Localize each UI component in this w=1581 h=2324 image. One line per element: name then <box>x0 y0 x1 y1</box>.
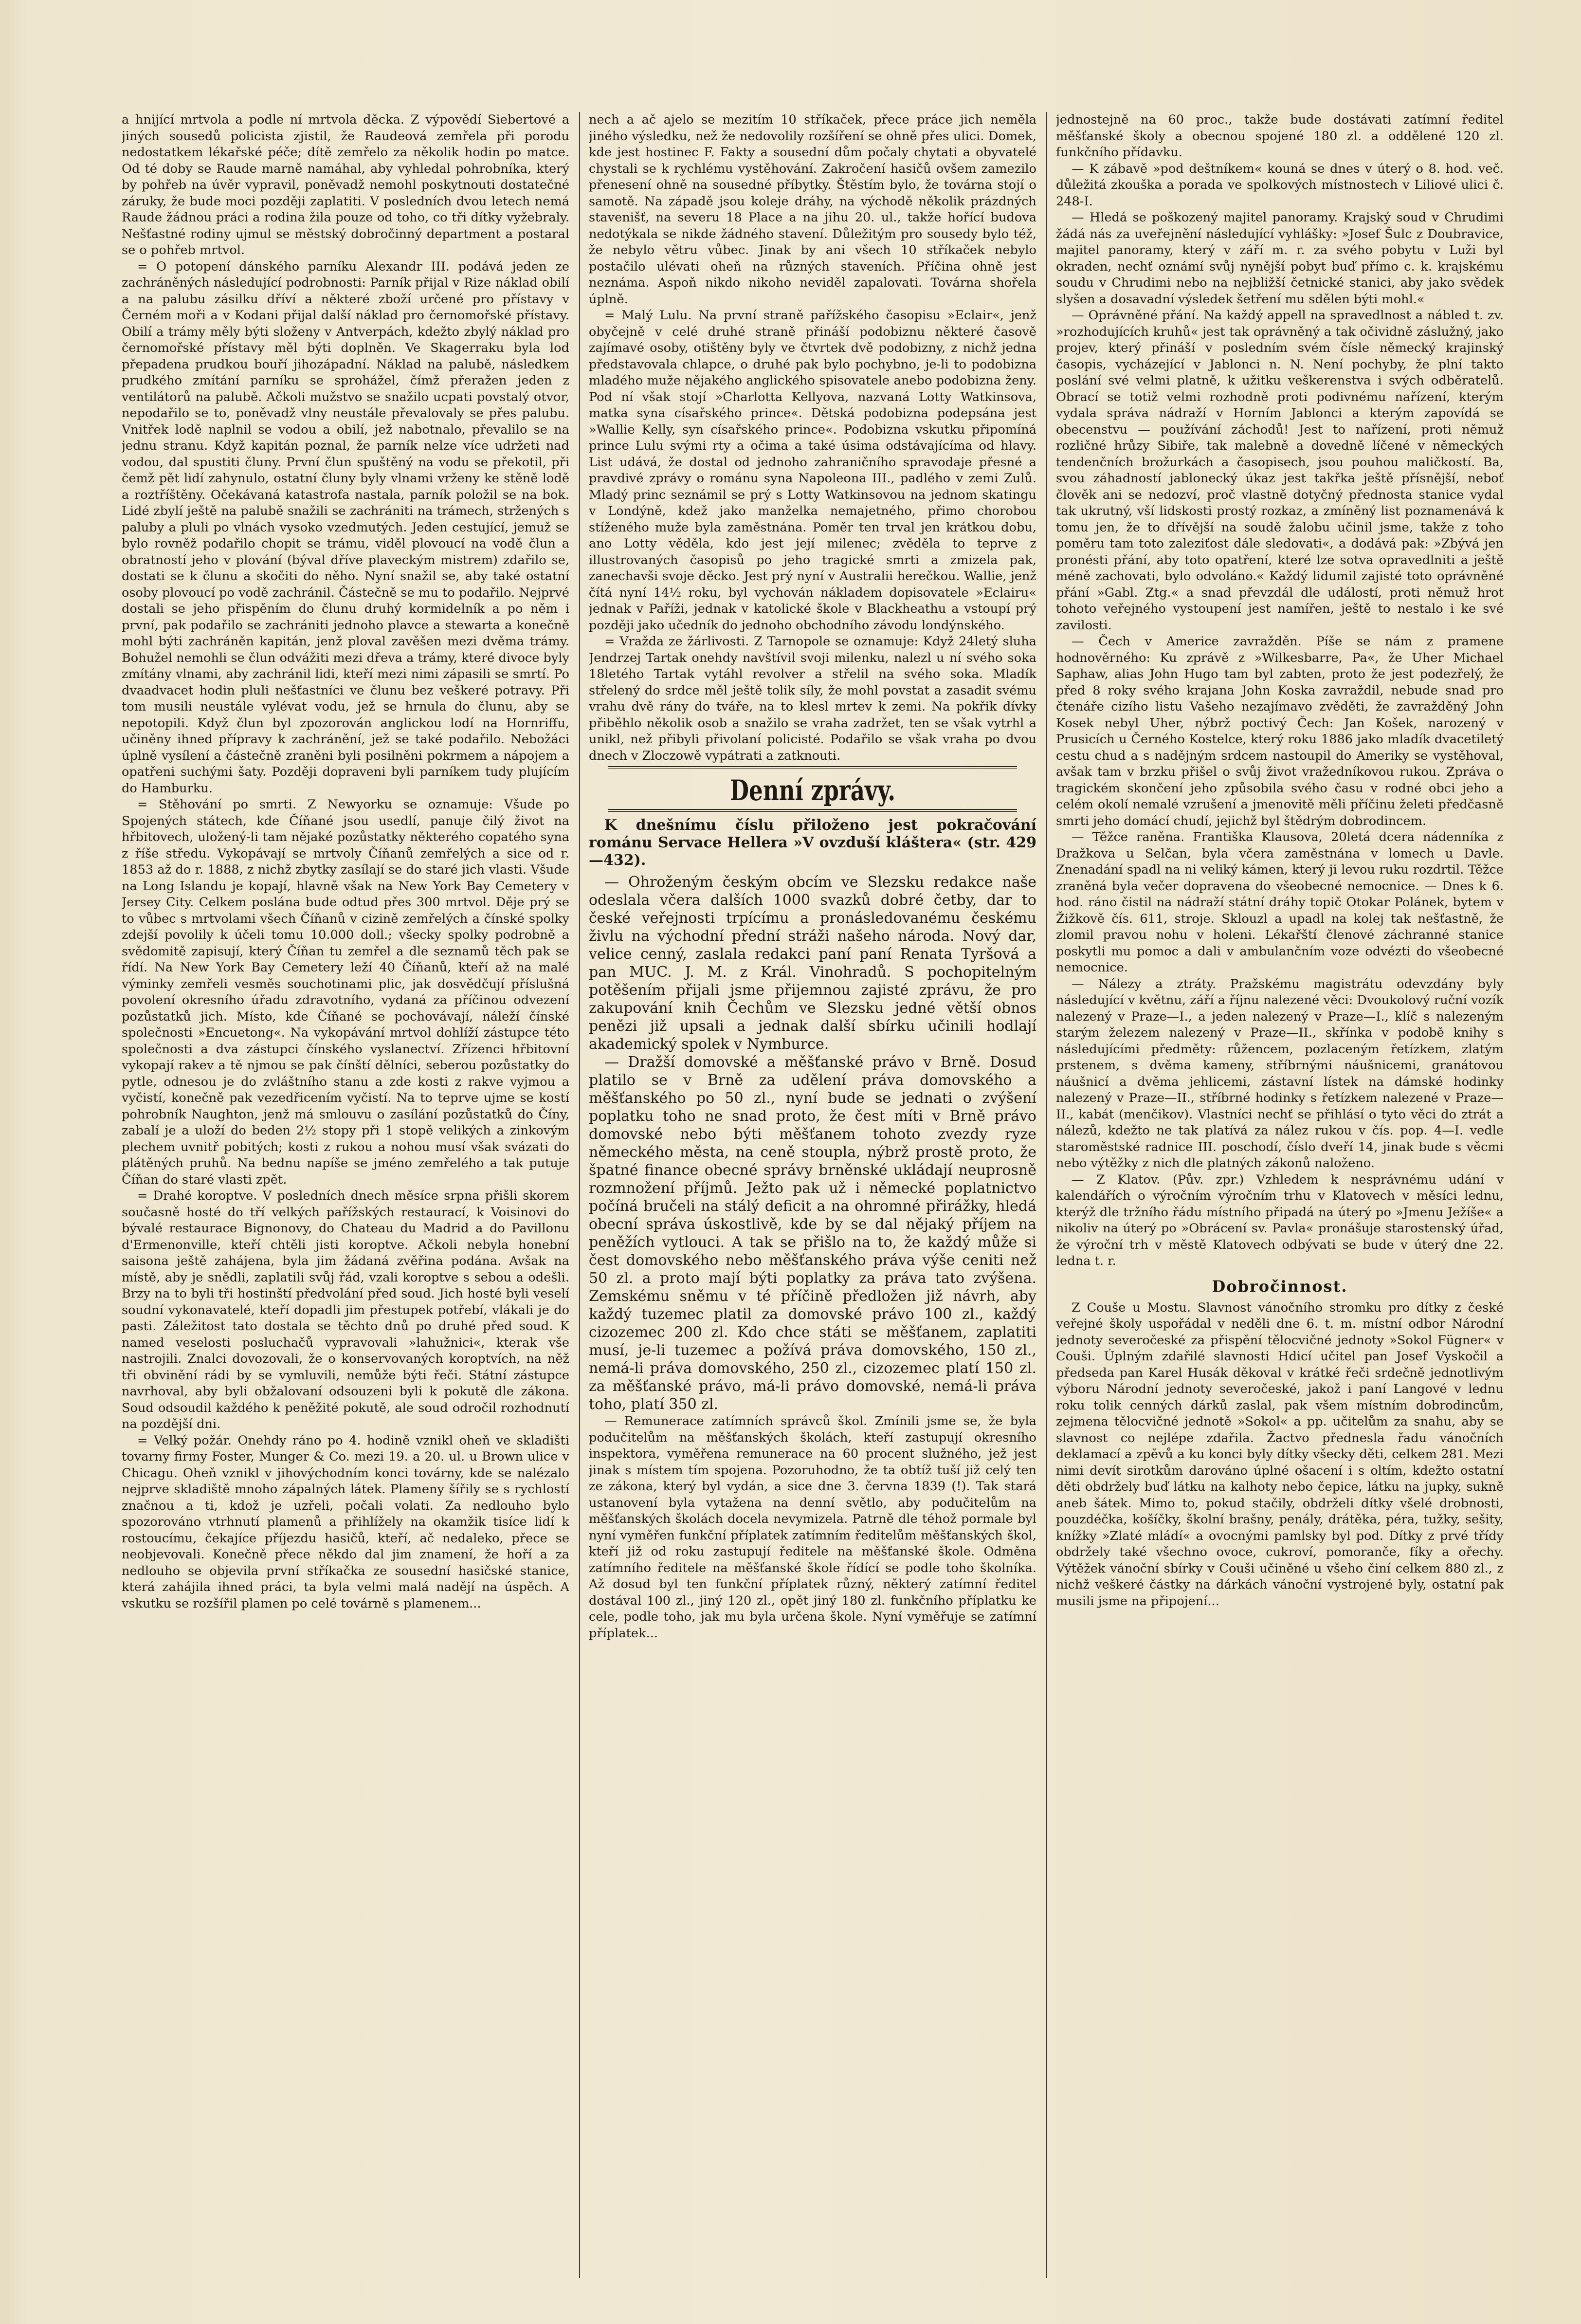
article-alexandr-iii: = O potopení dánského parníku Alexandr III. podává jeden ze zachráněných následující podrobnosti: Parník přijal v Rize náklad obilí a na palubu zásilku dříví a některé zboží určené pro přístavy v Černém moři a v Kodani přijal další náklad pro černomořské přístavy. Obilí a trámy měly býti složeny v Antverpách, kdežto zbylý náklad pro černomořské přístavy měl býti doplněn. Ve Skagerraku byla loď přepadena prudkou bouří jihozápadní. Náklad na palubě, následkem prudkého zmítání parníku se sprohážel, čímž přeražen jeden z ventilátorů na palubě. Ačkoli mužstvo se snažilo ucpati povstalý otvor, nepodařilo se to, poněvadž vlny neustále převalovaly se přes palubu. Vnitřek lodě naplnil se vodou a obilí, jež nabotnalo, převalilo se na jednu stranu. Když kapitán poznal, že parník nelze více udržeti nad vodou, dal spustiti čluny. První člun spuštěný na vodu se překotil, při čemž pět lidí zahynulo, ostatní čluny byly vlnami vrženy ke stěně lodě a roztříštěny. Očekávaná katastrofa nastala, parník položil se na bok. Lidé zbylí ještě na palubě snažili se zachrániti na trámech, stržených s paluby a pluli po vlnách vysoko vzedmutých. Jeden cestující, jemuž se bylo rovněž podařilo chopit se trámu, viděl plovoucí na vodě člun a obratností jeho v plování (býval dříve plaveckým mistrem) zdařilo se, dostati se k člunu a skočiti do něho. Nyní snažil se, aby také ostatní osoby plovoucí po vodě zachránil. Částečně se mu to podařilo. Nejprvé dostali se jeho přispěním do člunu druhý kormidelník a po něm i první, pak podařilo se zachrániti jednoho plavce a stewarta a konečně mohl býti zachráněn kapitán, jenž ploval zavěšen mezi dvěma trámy. Bohužel nemohli se člun odvážiti mezi dřeva a trámy, které divoce byly zmítány vlnami, aby zachránil lidi, kteří mezi nimi zápasili se smrtí. Po dvaadvacet hodin pluli nešťastníci ve člunu bez veškeré potravy. Při tom musili neustále vylévat vodu, jež se hrnula do člunu, aby se nepotopili. Když člun byl zpozorován anglickou lodí na Hornriffu, učiněny ihned přípravy k zachránění, jež se také podařilo. Nebožáci úplně vysílení a částečně zraněni byli posilněni pokrmem a nápojem a opatřeni suchými šaty. Později dopraveni byli parníkem tudy plujícím do Hamburku. <box>122 259 569 796</box>
supplement-notice: K dnešnímu číslu přiloženo jest pokračování románu Servace Hellera »V ovzduší kláštera« (str. 429—432). <box>589 817 1036 869</box>
column-2 <box>589 112 1036 2278</box>
section-title-denni-zpravy: Denní zprávy. <box>729 774 896 807</box>
columns <box>122 112 1523 2278</box>
article-domovske-pravo-brno: — Dražší domovské a měšťanské právo v Brně. Dosud platilo se v Brně za udělení práva domovského a měšťanského po 50 zl., nyní bude se jednati o zvýšení poplatku toho ne snad proto, že čest míti v Brně právo domovské nebo býti měšťanem tohoto zvezdy ryze německého města, na ceně stoupla, nýbrž prostě proto, že špatné finance obecné správy brněnské ukládají neuprosně rozmnožení příjmů. Ježto pak už i německé poplatnictvo počíná bručeli na stálý deficit a na ohromné přirážky, hledá obecní správa úskostlivě, kde by se dal nějaký příjem na peněžích vytlouci. A tak se přišlo na to, že každý může si čest domovského nebo měšťanského práva výše ceniti než 50 zl. a proto mají býti poplatky za práva tato zvýšena. Zemskému sněmu v té příčině předložen již návrh, aby každý tuzemec platil za domovské právo 100 zl., každý cizozemec 200 zl. Kdo chce státi se měšťanem, zaplatiti musí, je-li tuzemec a požívá práva domovského, 150 zl., nemá-li práva domovského, 250 zl., cizozemec platí 150 zl. za měšťanské právo, má-li právo domovské, nemá-li práva toho, platí 350 zl. <box>589 1054 1036 1413</box>
article-velky-pozar: = Velký požár. Onehdy ráno po 4. hodině vznikl oheň ve skladišti tovarny firmy Foster, Munger & Co. mezi 19. a 20. ul. u Brown ulice v Chicagu. Oheň vznikl v jihovýchodním konci továrny, kde se nalézalo nejprve skladiště mnoho zápalných látek. Plameny šířily se s rychlostí značnou a ti, kdož je uzřeli, počali volati. Za nedlouho bylo spozorováno vtrhnutí plamenů a přihlížely na okamžik tisíce lidí k rostoucímu, čekajíce příjezdu hasičů, kteří, ač nedaleko, přece se neobjevovali. Konečně přece někdo dal jim znamení, že hoří a za nedlouho se objevila první stříkačka ze sousední hasičské stanice, která zahájila ihned práci, ta byla velmi malá nadějí na úspěch. A vskutku se rozšířil plamen po celé továrně s plamenem... <box>122 1433 569 1611</box>
article-tezce-ranena: — Těžce raněna. Františka Klausova, 20letá dcera nádenníka z Dražkova u Selčan, byla včera zaměstnána v lomech u Davle. Znenadání spadl na ni veliký kámen, který ji levou ruku rozdrtil. Těžce zraněná byla večer dopravena do všeobecné nemocnice. — Dnes k 6. hod. ráno čistil na nádraží státní dráhy topič Otokar Polánek, bytem v Žižkově čís. 611, stroje. Sklouzl a upadl na kolej tak nešťastně, že zlomil pravou nohu v holeni. Lékařští členové záchranné stanice poskytli mu pomoc a dali v ambulančním voze odvézti do všeobecné nemocnice. <box>1056 830 1504 975</box>
column-rule-2 <box>1046 112 1047 2278</box>
article-z-cose-u-mostu: Z Couše u Mostu. Slavnost vánočního stromku pro dítky z české veřejné školy uspořádal v neděli dne 6. t. m. místní odbor Národní jednoty severočeské za přispění tělocvičné jednoty »Sokol Fügner« v Couši. Úplným zdařilé slavnosti Hdicí učitel pan Josef Vyskočil a předseda pan Karel Husák děkoval v krátké řeči srdečně jednotlivým výboru Národní jednoty severočeské, jakož i paní Langové v lednu roku tolik cenných dárků zaslal, pak všem místním dobrodincům, zejmena tělocvičné jednotě »Sokol« a pp. učitelům za snahu, aby se slavnost co nejlépe zdařila. Žactvo přednesla řadu vánočních deklamací a zpěvů a ku konci byly dítky všecky děti, celkem 281. Mezi nimi devít sirotkům darováno úplné ošacení i s oltím, kdežto ostatní děti obdržely buď látku na kalhoty nebo čepice, látku na jupky, sukně aneb šátek. Mimo to, pokud stačily, obdrželi dítky všelé drobnosti, pouzdéčka, košíčky, školní brašny, penály, drátěka, péra, tužky, sešity, knížky »Zlaté mládí« a ovocnými pamlsky byl pod. Dítky z prvé třídy obdržely také všechno ovoce, cukroví, pomoranče, fíky a ořechy. Výtěžek vánoční sbírky v Couši učiněné u všeho činí celkem 880 zl., z nichž veškeré částky na dárkách vánoční vystrojené byly, ostatní pak musili jsme na připojení... <box>1056 1300 1504 1609</box>
article-z-klatov: — Z Klatov. (Pův. zpr.) Vzhledem k nesprávnému udání v kalendářích o výročním výročním trhu v Klatovech v měsíci lednu, kterýž dle tržního řádu místního připadá na úterý po »Jmenu Ježíše« a nikoliv na úterý po »Obrácení sv. Pavla« pronášuje starostenský úřad, že výroční trh v městě Klatovech odbývati se bude v úterý dne 22. ledna t. r. <box>1056 1172 1504 1268</box>
article-opravnene-prani: — Oprávněné přání. Na každý appell na spravedlnost a nábled t. zv. »rozhodujících kruhů« jest tak oprávněný a tak očividně záslužný, jako projev, který přináší v posledním svém čísle německý krajinský časopis, vycházející v Jablonci n. N. Není pochyby, že plní takto poslání své velmi platně, k užitku veškerenstva i svých odběratelů. Obrací se totiž velmi rozhodně proti podivnému nařízení, kterým vydala správa nádraží v Horním Jablonci a kterým zapovídá se obecenstvu — používání záchodů! Jest to nařízení, proti němuž rozličné hrůzy Sibiře, tak malebně a dovedně líčené v německých tendenčních brožurkách a časopisech, jsou pouhou maličkostí. Ba, svou záhadností jablonecký úkaz jest takřka ještě přísnější, neboť člověk ani se nedozví, proč vlastně dotyčný přednosta stanice vydal tak ukrutný, vší lidskosti prostý rozkaz, a zmíněný list poznamenává k tomu jen, že to dřívější na soudě žalobu učinil jsme, takže z toho poměru tam toto zaleziťost dále sledovati«, a dodává pak: »Zbývá jen pronésti přání, aby toto opatření, které lze sotva opravedlniti a ještě méně zachovati, bylo odvoláno.« Každý lidumil zajisté toto oprávněné přání »Gabl. Ztg.« a snad převzdál dle událostí, proti němuž hrot tohoto veřejného vystoupení jest namířen, ještě to nestalo i ke své zavilosti. <box>1056 308 1504 633</box>
article-maly-lulu: = Malý Lulu. Na první straně pařížského časopisu »Eclair«, jenž obyčejně v celé druhé straně přináší podobiznu některé časově zajímavé osoby, otištěny byly ve čtvrtek dvě podobizny, z nichž jedna představovala chlapce, o druhé pak bylo pochybno, je-li to podobizna mladého muže nějakého anglického spisovatele anebo podobizna ženy. Pod ní však stojí »Charlotta Kellyova, nazvaná Lotty Watkinsova, matka syna císařského prince«. Dětská podobizna podepsána jest »Wallie Kelly, syn císařského prince«. Podobizna vskutku připomíná prince Lulu svými rty a očima a také úsima odstávajícíma od hlavy. List udává, že dostal od jednoho zahraničního spravodaje přesné a pravdivé zprávy o románu syna Napoleona III., padlého v zemi Zulů. Mladý princ seznámil se prý s Lotty Watkinsovou na jednom skatingu v Londýně, kdež jako manželka nemajetného, přimo chorobou stíženého muže byla zaměstnána. Poměr ten trval jen krátkou dobu, ano Lotty věděla, kdo jest její milenec; zvěděla to teprve z illustrovaných časopisů po jeho tragické smrti a zmizela pak, zanechavši svoje děcko. Jest prý nyní v Australii herečkou. Wallie, jenž čítá nyní 14½ roku, byl vychován nákladem dopisovatele »Eclairu« jednak v Paříži, jednak v katolické škole v Blackheathu a vstoupí prý později jako učedník do jednoho obchodního závodu londýnského. <box>589 308 1036 633</box>
article-pozar-continued: nech a ač ajelo se mezitím 10 stříkaček, přece práce jich neměla jiného výsledku, než že nedovolily rozšíření se ohně přes ulici. Domek, kde jest hostinec F. Fakty a sousední dům počaly chytati a obyvatelé chystali se k rychlému vystěhování. Zakročení hasičů ovšem zamezilo přenesení ohně na sousedné příbytky. Štěstím bylo, že továrna stojí o samotě. Na západě jsou koleje dráhy, na východě několik prázdných stavenišť, na severu 18 Place a na jihu 20. ul., takže hořící budova nedotýkala se nikde žádného stavení. Důležitým pro sousedy bylo též, že nebylo větru vůbec. Jinak by ani všech 10 stříkaček nebylo postačilo ulévati oheň na různých staveních. Příčina ohně jest neznáma. Aspoň nikdo nikoho neviděl zapalovati. Továrna shořela úplně. <box>589 112 1036 307</box>
column-3 <box>1056 112 1504 2278</box>
article-remunerace-end: jednostejně na 60 proc., takže bude dostávati zatímní ředitel měšťanské školy a obecnou spojené 180 zl. a oddělené 120 zl. funkčního přídavku. <box>1056 112 1504 160</box>
section-rule-top <box>608 766 1017 769</box>
column-1 <box>122 112 569 2278</box>
section-title-dobrocinnost: Dobročinnost. <box>1212 1277 1348 1296</box>
article-stehovani-po-smrti: = Stěhování po smrti. Z Newyorku se oznamuje: Všude po Spojených státech, kde Číňané jsou usedlí, panuje čilý život na hřbitovech, uložený-li tam nějaké pozůstatky některého copatého syna z říše středu. Vykopávají se mrtvoly Číňanů zemřelých a sice od r. 1853 až do r. 1888, z nichž zbytky zasílají se do staré jich vlasti. Všude na Long Islandu je kopají, hlavně však na New York Bay Cemetery v Jersey City. Celkem poslána bude odtud přes 300 mrtvol. Děje prý se to vůbec s mrtvolami všech Číňanů v cizině zemřelých a čínské spolky zdejší povolily k účeli tomu 10.000 doll.; všecky spolky podrobně a svědomitě zapisují, který Číňan tu zemřel a dle seznamů těch pak se řídí. Na New York Bay Cemetery leží 40 Číňanů, kteří až na malé výminky zemřeli vesměs souchotinami plic, jak dosvědčují příslušná povolení okresního úřadu zdravotního, vydaná za příčinou odvezení pozůstatků jich. Místo, kde Číňané se pochovávají, náleží čínské společnosti »Encuetong«. Na vykopávání mrtvol dohlíží zástupce této společnosti a dva zástupci čínského vyslanectví. Zřízenci hřbitovní vykopají rakev a tě njmou se pak čínští dělníci, seberou pozůstatky do pytle, odnesou je do zvláštního stanu a zde kosti z rakve vyjmou a vyčistí, konečně pak vezedřicením vyčistí. Na to teprve ujme se kostí pohrobník Naughton, jenž má smlouvu o zasílání pozůstatků do Číny, zabalí je a uloží do beden 2½ stopy při 1 stopě velikých a zinkovým plechem uvnitř pobitých; kosti z rukou a nohou musí však svázati do plátěných pruhů. Na bednu napíše se jméno zemřelého a tak putuje Číňan do staré vlasti zpět. <box>122 797 569 1187</box>
article-zabava-pod-destnikem: — K zábavě »pod deštníkem« kouná se dnes v úterý o 8. hod. več. důležitá zkouška a porada ve spolkových místnostech v Liliové ulici č. 248-I. <box>1056 161 1504 209</box>
article-vrazda-ze-zarlivosti: = Vražda ze žárlivosti. Z Tarnopole se oznamuje: Když 24letý sluha Jendrzej Tartak onehdy navštívil svoji milenku, nalezl u ní svého soka 18letého Tartak vytáhl revolver a střelil na svého soka. Mladík střelený do srdce měl ještě tolik síly, že mohl povstat a zasadit svému vrahu dvě rány do tváře, na to klesl mrtev k zemi. Na pokřik dívky přiběhlo několik osob a snažilo se vraha zadržet, ten se však vytrhl a unikl, než přibyli přivolaní policisté. Podařilo se však vraha po dvou dnech v Zloczowě vypátrati a zatknouti. <box>589 634 1036 763</box>
article-remunerace: — Remunerace zatímních správců škol. Zmínili jsme se, že byla podučitelům na měšťanských školách, kteří zastupují okresního inspektora, vyměřena remunerace na 60 procent služného, jež jest jinak s místem tím spojena. Pozoruhodno, že ta obtíž tuší již celý ten ze zákona, který byl vydán, a sice dne 3. června 1839 (!). Tak stará ustanovení byla vytažena na denní světlo, aby podučitelům na měšťanských školách docela nevymizela. Patrně dle téhož pormale byl nyní vyměřen funkční příplatek zatímním ředitelům měšťanských škol, kteří již od roku zastupují ředitele na měšťanské škole. Odměna zatímního ředitele na měšťanské škole řídící se podle toho školníka. Až dosud byl ten funkční příplatek různý, některý zatímní ředitel dostával 100 zl., jiný 120 zl., opět jiný 180 zl. funkčního příplatku ke cele, podle toho, jak mu byla určena škole. Nyní vyměřuje se zatímní příplatek... <box>589 1414 1036 1641</box>
article-cech-v-americe: — Čech v Americe zavražděn. Píše se nám z pramene hodnověrného: Ku zprávě z »Wilkesbarre, Pa«, že Uher Michael Saphaw, alias John Hugo tam byl zabten, proto že jest podezřelý, že před 8 roky svého krajana John Koska zavraždil, nebude snad pro čtenáře cizího listu Vašeho nezajímavo zvěděti, že zavražděný John Kosek nebyl Uher, nýbrž poctivý Čech: Jan Košek, narozený v Prusicích u Černého Kostelce, který roku 1886 jako mladík dvacetiletý cestu chud a s nadějným srdcem nastoupil do Ameriky se vystěhoval, avšak tam v brzku přišel o svůj život vražedníkovou rukou. Zpráva o tragickém skončení jeho způsobila svého času v rodné obci jeho a celém okolí nemalé vzrušení a jmenovitě měli příčinu želeti předčasně smrti jeho domácí chudí, jejichž byl štědrým dobrodincem. <box>1056 634 1504 828</box>
article-drahe-koroptve: = Drahé koroptve. V posledních dnech měsíce srpna přišli skorem současně hosté do tří velkých pařížských restaurací, k Voisinovi do bývalé restaurace Bignonovy, do Chateau du Madrid a do Pavillonu d'Ermenonville, kteří chtěli jisti koroptve. Ačkoli nebyla honební saisona ještě zahájena, byla jim žádaná zvěřina podána. Avšak na místě, aby je snědli, zaplatili svůj řád, vzali koroptve s sebou a odešli. Brzy na to byli tři hostinští předvolání před soud. Jich hosté byli veselí soudní vykonavatelé, kteří dopadli jim přestupek potřebí, vlákali je do pasti. Záležitost tato dostala se těchto dnů po druhé před soud. K named veselosti posluchačů vypravovali »lahužnici«, kterak vše nastrojili. Znalci dovozovali, že o konservovaných koroptvích, na něž tři obvinění rádi by se vymluvili, nemůže býti řeči. Státní zástupce navrhoval, aby byli obžalovaní odsouzeni byli k pokutě dle zákona. Soud odsoudil každého k peněžité pokutě, ale soud odročil rozhodnutí na pozdější dni. <box>122 1189 569 1431</box>
column-rule-1 <box>579 112 580 2278</box>
section-rule-bottom <box>608 809 1017 812</box>
article-majitel-panoramy: — Hledá se poškozený majitel panoramy. Krajský soud v Chrudimi žádá nás za uveřejnění následující vyhlášky: »Josef Šulc z Doubravice, majitel panoramy, který v září m. r. za svého pobytu v Luži byl okraden, nechť oznámí svůj nynější pobyt buď přímo c. k. krajskému soudu v Chrudimi nebo na nejbližší četnické stanici, aby jako svědek slyšen a dosavadní výsledek šetření mu sdělen býti mohl.« <box>1056 210 1504 307</box>
article-nalezy-a-ztraty: — Nálezy a ztráty. Pražskému magistrátu odevzdány byly následující v květnu, září a říjnu nalezené věci: Dvoukolový ruční vozík nalezený v Praze—I., a jeden nalezený v Praze—I., klíč s nalezeným starým železem nalezený v Praze—II., skřínka v podobě knihy s následujícími předměty: růžencem, pozlaceným řetízkem, zlatým prstenem, s dvěma kameny, stříbrnými náušnicemi, granátovou náušnicí a dvěma jehlicemi, zástavní lístek na dámské hodinky nalezený v Praze—II., stříbrné hodinky s řetízkem nalezené v Praze—II., kabát (menčikov). Vlastníci nechť se přihlásí o tyto věci do ztrát a nálezů, kdežto ne tak platívá za nález rukou v čís. pop. 4—I. vedle staroměstské radnice III. poschodí, číslo dveří 14, jinak bude s věcmi nebo výtěžky z nich dle platných zákonů naloženo. <box>1056 976 1504 1171</box>
article-raude-end: a hnijící mrtvola a podle ní mrtvola děcka. Z výpovědí Siebertové a jiných sousedů policista zjistil, že Raudeová zemřela při porodu nedostatkem lékařské péče; dítě zemřelo za několik hodin po matce. Od té doby se Raude marně namáhal, aby vyhledal pohrobníka, který by pohřeb na úvěr vypravil, poněvadž nemohl poskytnouti dostatečné záruky, že bude moci později zaplatiti. V posledních dvou letech nemá Raude žádnou práci a rodina žila pouze od toho, co tři dítky vyžebraly. Nešťastné rodiny ujmul se městský dobročinný department a postaral se o pohřeb mrtvol. <box>122 112 569 257</box>
article-slezsko: — Ohroženým českým obcím ve Slezsku redakce naše odeslala včera dalších 1000 svazků dobré četby, dar to české veřejnosti trpícímu a pronásledovanému českému živlu na východní přední stráži našeho národa. Nový dar, velice cenný, zaslala redakci paní paní Renata Tyršová a pan MUC. J. M. z Král. Vinohradů. S pochopitelným potěšením přijali jsme přijemnou zajisté zprávu, že pro zakupování knih Čechům ve Slezsku jedné větší obnos penězi již upsali a jednak další sbírku učinili hodlají akademický spolek v Nymburce. <box>589 874 1036 1053</box>
